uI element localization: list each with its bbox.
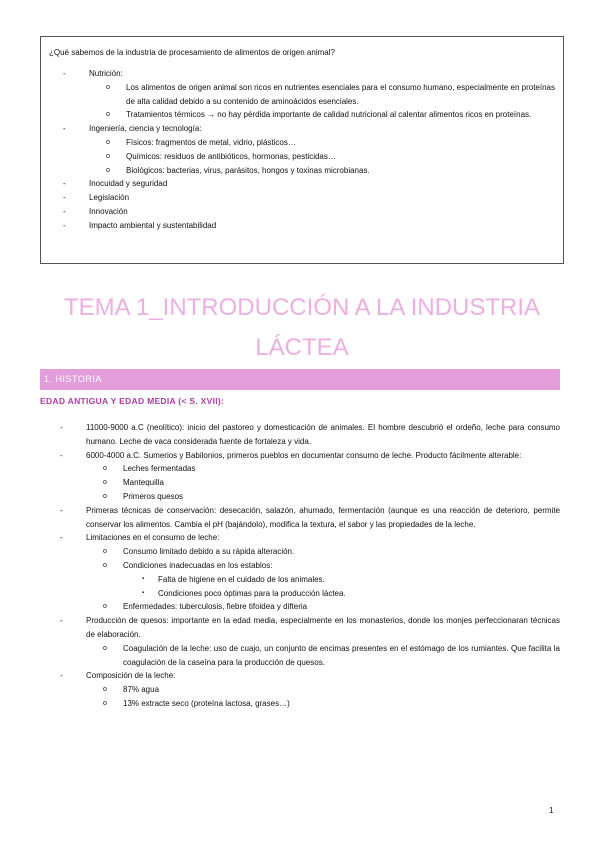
bullet-icon: ▪ (142, 589, 145, 596)
bullet-icon: o (103, 492, 107, 500)
bullet-icon: o (103, 465, 107, 473)
list-item-text: 87% agua (123, 685, 160, 695)
bullet-icon: o (103, 479, 107, 487)
bullet-icon: - (63, 220, 66, 230)
list-item (104, 136, 555, 150)
list-item-text: Innovación (89, 206, 128, 216)
list-item (54, 421, 560, 449)
list-item-text: Legislación (89, 193, 130, 203)
bullet-icon: o (106, 111, 110, 119)
list-item (104, 164, 555, 178)
bullet-icon: - (63, 124, 66, 134)
list-item-text: Inocuidad y seguridad (89, 179, 168, 189)
main-list (48, 421, 560, 711)
bullet-icon: - (60, 450, 63, 460)
list-item (104, 150, 555, 164)
list-item (138, 587, 560, 601)
bullet-icon: ▪ (142, 575, 145, 582)
box-question: ¿Qué sabemos de la industria de procesamiento de alimentos de origen animal? (49, 48, 335, 57)
bullet-icon: - (63, 69, 66, 78)
list-item (54, 614, 560, 669)
list-item (101, 600, 560, 614)
list-item-text: Condiciones poco óptimas para la producción láctea. (158, 588, 346, 598)
list-item-text: Condiciones inadecuadas en los establos: (123, 560, 273, 570)
page-title: TEMA 1_INTRODUCCIÓN A LA INDUSTRIA LÁCTEA (63, 294, 541, 361)
list-item-text: Biológicos: bacterias, virus, parásitos, hongos y toxinas microbianas. (126, 165, 370, 175)
list-item-text: Primeros quesos (123, 491, 184, 501)
list-item (57, 177, 555, 191)
bullet-list (104, 81, 555, 122)
section-heading: 1. HISTORIA (40, 369, 560, 390)
bullet-list (54, 421, 560, 711)
list-item (138, 573, 560, 587)
list-item-text: Coagulación de la leche: uso de cuajo, un conjunto de encimas presentes en el estómago de los rumiantes. Que facilita la coagulación de la caseína para la producción de quesos. (123, 643, 560, 667)
list-item (54, 449, 560, 504)
list-item (101, 559, 560, 600)
list-item (54, 531, 560, 614)
list-item (101, 683, 560, 697)
list-item (101, 697, 560, 711)
list-item-text: Químicos: residuos de antibióticos, hormonas, pesticidas… (126, 151, 336, 161)
bullet-icon: - (60, 616, 63, 626)
bullet-icon: o (106, 166, 110, 174)
list-item-text: Composición de la leche: (86, 671, 176, 681)
bullet-icon: - (63, 179, 66, 189)
bullet-icon: o (103, 561, 107, 569)
list-item (101, 545, 560, 559)
list-item (104, 108, 555, 122)
list-item-text: Producción de quesos: importante en la edad media, especialmente en los monasterios, donde los monjes perfeccionaran técnicas de elaboración. (86, 616, 560, 639)
list-item (101, 462, 560, 476)
list-item-text: 13% extracte seco (proteína lactosa, grases…) (123, 698, 290, 708)
list-item (57, 122, 555, 177)
list-item (54, 504, 560, 532)
bullet-icon: o (106, 83, 110, 91)
bullet-icon: - (60, 533, 63, 543)
bullet-list (101, 462, 560, 503)
bullet-list (101, 545, 560, 614)
bullet-icon: - (60, 423, 63, 432)
list-item-text: Consumo limitado debido a su rápida alteración. (123, 547, 295, 557)
list-item-text: Enfermedades: tuberculosis, fiebre tifoidea y difteria (123, 602, 308, 612)
list-item-text: Físicos: fragmentos de metal, vidrio, plásticos… (126, 137, 296, 147)
bullet-icon: o (103, 644, 107, 652)
list-item-text: Primeras técnicas de conservación: desecación, salazón, ahumado, fermentación (aunque es una reacción de deterioro, permite conservar los alimentos. Cambia el pH (bajándolo), modifica la textura, el sabor y las propiedades de la leche. (86, 505, 560, 529)
list-item (57, 205, 555, 219)
bullet-icon: - (63, 193, 66, 203)
list-item (57, 219, 555, 233)
list-item-text: Impacto ambiental y sustentabilidad (89, 220, 217, 230)
bullet-icon: - (60, 671, 63, 681)
list-item (54, 669, 560, 710)
list-item (104, 81, 555, 109)
page-number: 1 (549, 806, 554, 815)
bullet-icon: o (103, 686, 107, 694)
bullet-icon: - (63, 206, 66, 216)
list-item (57, 67, 555, 122)
bullet-icon: o (106, 152, 110, 160)
list-item-text: Leches fermentadas (123, 464, 196, 474)
list-item-text: Nutrición: (89, 69, 123, 78)
list-item (101, 490, 560, 504)
list-item-text: Tratamientos térmicos → no hay pérdida importante de calidad nutricional al calentar alimentos ricos en proteínas. (126, 110, 532, 120)
list-item-text: 6000-4000 a.C. Sumerios y Babilonios, primeros pueblos en documentar consumo de leche. Producto fácilmente alterable: (86, 450, 522, 460)
bullet-list (138, 573, 560, 601)
intro-box (40, 36, 564, 264)
list-item-text: 11000-9000 a.C (neolítico): inicio del pastoreo y domesticación de animales. El hombre descubrió el ordeño, leche para consumo humano. Leche de vaca considerada fuente de fortaleza y vida. (86, 423, 560, 446)
list-item-text: Mantequilla (123, 478, 164, 488)
list-item-text: Limitaciones en el consumo de leche: (86, 533, 220, 543)
bullet-list (101, 642, 560, 670)
list-item-text: Falta de higiene en el cuidado de los animales. (158, 574, 325, 584)
box-list (49, 67, 555, 233)
list-item-text: Ingeniería, ciencia y tecnología: (89, 124, 202, 134)
bullet-icon: o (106, 138, 110, 146)
bullet-icon: o (103, 699, 107, 707)
list-item (101, 476, 560, 490)
bullet-icon: o (103, 603, 107, 611)
bullet-list (101, 683, 560, 711)
list-item (101, 642, 560, 670)
bullet-icon: - (60, 505, 63, 515)
subsection-heading: EDAD ANTIGUA Y EDAD MEDIA (< S. XVII): (40, 396, 225, 406)
bullet-list (57, 67, 555, 233)
list-item (57, 191, 555, 205)
list-item-text: Los alimentos de origen animal son ricos en nutrientes esenciales para el consumo humano, especialmente en proteínas de alta calidad debido a su contenido de aminoácidos esenciales. (126, 82, 555, 106)
bullet-icon: o (103, 548, 107, 556)
bullet-list (104, 136, 555, 177)
